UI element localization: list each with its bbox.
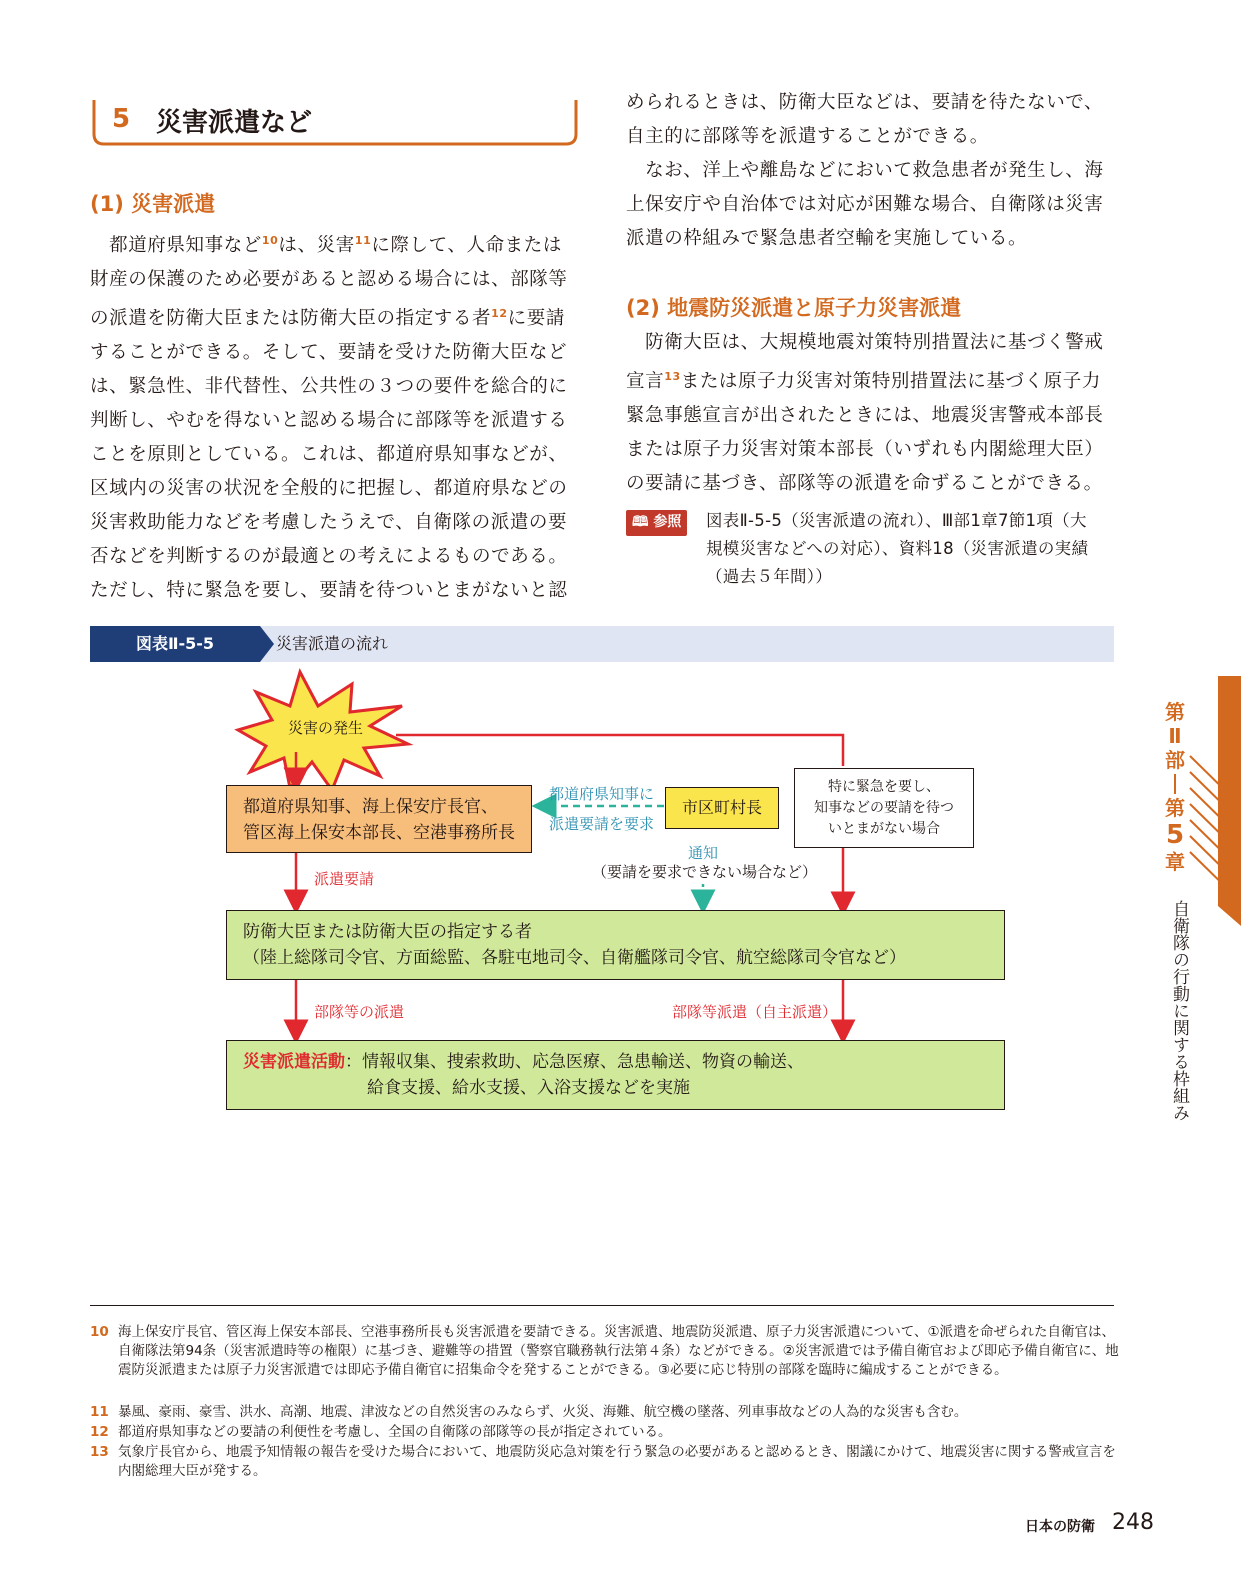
minister-line: （陸上総隊司令官、方面総監、各駐屯地司令、自衛艦隊司令官、航空総隊司令官など） bbox=[243, 948, 906, 968]
governor-box bbox=[226, 785, 532, 853]
activity-box bbox=[226, 1040, 1005, 1110]
reference-line: 図表Ⅱ-5-5（災害派遣の流れ）、Ⅲ部1章7節1項（大 bbox=[706, 511, 1087, 530]
body-line: 災害救助能力などを考慮したうえで、自衛隊の派遣の要 bbox=[90, 512, 568, 533]
governor-line: 管区海上保安本部長、空港事務所長 bbox=[243, 823, 515, 843]
body-line: 財産の保護のため必要があると認める場合には、部隊等 bbox=[90, 269, 568, 290]
activity-line: 給食支援、給水支援、入浴支援などを実施 bbox=[367, 1078, 690, 1098]
dispatch-request-label: 派遣要請 bbox=[314, 870, 375, 888]
urgent-box bbox=[794, 768, 974, 848]
body-line: ことを原則としている。これは、都道府県知事などが、 bbox=[90, 444, 568, 465]
section-number: 5 bbox=[112, 104, 131, 134]
unit-dispatch-label: 部隊等の派遣 bbox=[314, 1003, 405, 1021]
body-line: 都道府県知事など$^{10}$は、災害$^{11}$に際して、人命または bbox=[90, 234, 562, 256]
notice-label: 通知 bbox=[688, 844, 719, 862]
footer-book-title: 日本の防衛 bbox=[1025, 1519, 1095, 1535]
body-line: 防衛大臣は、大規模地震対策特別措置法に基づく警戒 bbox=[626, 332, 1104, 353]
notice-condition: （要請を要求できない場合など） bbox=[592, 863, 818, 881]
footnote: 13 気象庁長官から、地震予知情報の報告を受けた場合において、地震防災応急対策を行う緊急の必要があると認めるとき、閣議にかけて、地震災害に関する警戒宣言を内閣総理大臣が発する。 bbox=[90, 1444, 1116, 1479]
body-line: は、緊急性、非代替性、公共性の３つの要件を総合的に bbox=[90, 376, 568, 397]
body-line: 否などを判断するのが最適との考えによるものである。 bbox=[90, 546, 568, 567]
page-number: 248 bbox=[1112, 1510, 1154, 1535]
body-line: められるときは、防衛大臣などは、要請を待たないで、 bbox=[626, 92, 1104, 113]
side-part-label: 第 Ⅱ 部 第 5 章 bbox=[1165, 700, 1185, 874]
request-to-governor-label: 都道府県知事に bbox=[549, 785, 655, 803]
body-line: なお、洋上や離島などにおいて救急患者が発生し、海 bbox=[626, 160, 1104, 181]
body-line: することができる。そして、要請を受けた防衛大臣など bbox=[90, 342, 568, 363]
footnote-rule bbox=[90, 1305, 1114, 1306]
body-line: 派遣の枠組みで緊急患者空輸を実施している。 bbox=[626, 228, 1028, 249]
reference-line: （過去５年間）） bbox=[706, 567, 833, 586]
activity-line: 災害派遣活動：情報収集、捜索救助、応急医療、急患輸送、物資の輸送、 bbox=[243, 1052, 804, 1072]
body-line: 区域内の災害の状況を全般的に把握し、都道府県などの bbox=[90, 478, 568, 499]
figure-label: 図表Ⅱ-5-5 bbox=[90, 626, 260, 662]
disaster-label: 災害の発生 bbox=[288, 719, 364, 737]
side-chapter-title: 自衛隊の行動に関する枠組み bbox=[1169, 899, 1189, 1121]
body-line: 上保安庁や自治体では対応が困難な場合、自衛隊は災害 bbox=[626, 194, 1104, 215]
body-line: 判断し、やむを得ないと認める場合に部隊等を派遣する bbox=[90, 410, 568, 431]
footnote: 12 都道府県知事などの要請の利便性を考慮し、全国の自衛隊の部隊等の長が指定されている。 bbox=[90, 1424, 672, 1440]
activity-label: 災害派遣活動 bbox=[243, 1052, 345, 1072]
subsection-title-1: (1) 災害派遣 bbox=[90, 192, 216, 216]
reference-badge: 🕮 参照 bbox=[626, 510, 687, 536]
urgent-line: いとまがない場合 bbox=[828, 821, 940, 837]
subsection-title-2: (2) 地震防災派遣と原子力災害派遣 bbox=[626, 296, 962, 320]
reference-line: 規模災害などへの対応）、資料18（災害派遣の実績 bbox=[706, 539, 1089, 558]
governor-line: 都道府県知事、海上保安庁長官、 bbox=[243, 797, 498, 817]
body-line: 宣言$^{13}$または原子力災害対策特別措置法に基づく原子力 bbox=[626, 370, 1101, 392]
body-line: ただし、特に緊急を要し、要請を待ついとまがないと認 bbox=[90, 580, 568, 601]
body-line: の要請に基づき、部隊等の派遣を命ずることができる。 bbox=[626, 473, 1103, 494]
urgent-line: 知事などの要請を待つ bbox=[814, 800, 954, 816]
minister-line: 防衛大臣または防衛大臣の指定する者 bbox=[243, 922, 532, 942]
figure-title: 災害派遣の流れ bbox=[276, 634, 389, 653]
footnote: 10 海上保安庁長官、管区海上保安本部長、空港事務所長も災害派遣を要請できる。災害派遣、地震防災派遣、原子力災害派遣について、①派遣を命ぜられた自衛官は、自衛隊法第94条（災害派遣時等の権限）に基づき、避難等の措置（警察官職務執行法第４条）などができる。②災害派遣では予備自衛官および即応予備自衛官に、地震防災派遣または原子力災害派遣では即応予備自衛官に招集命令を発することができる。③必要に応じ特別の部隊を臨時に編成することができる。 bbox=[90, 1324, 1119, 1378]
section-title: 災害派遣など bbox=[156, 108, 313, 138]
urgent-line: 特に緊急を要し、 bbox=[828, 779, 940, 795]
self-dispatch-label: 部隊等派遣（自主派遣） bbox=[672, 1003, 838, 1021]
book-icon: 🕮 bbox=[632, 514, 649, 530]
body-line: 自主的に部隊等を派遣することができる。 bbox=[626, 126, 989, 147]
footnote: 11 暴風、豪雨、豪雪、洪水、高潮、地震、津波などの自然災害のみならず、火災、海難、航空機の墜落、列車事故などの人為的な災害も含む。 bbox=[90, 1404, 968, 1420]
body-line: または原子力災害対策本部長（いずれも内閣総理大臣） bbox=[626, 439, 1104, 460]
mayor-box: 市区町村長 bbox=[665, 787, 779, 829]
minister-box bbox=[226, 910, 1005, 980]
body-line: 緊急事態宣言が出されたときには、地震災害警戒本部長 bbox=[626, 405, 1104, 426]
body-line: の派遣を防衛大臣または防衛大臣の指定する者$^{12}$に要請 bbox=[90, 307, 565, 329]
request-to-governor-label: 派遣要請を要求 bbox=[549, 815, 655, 833]
